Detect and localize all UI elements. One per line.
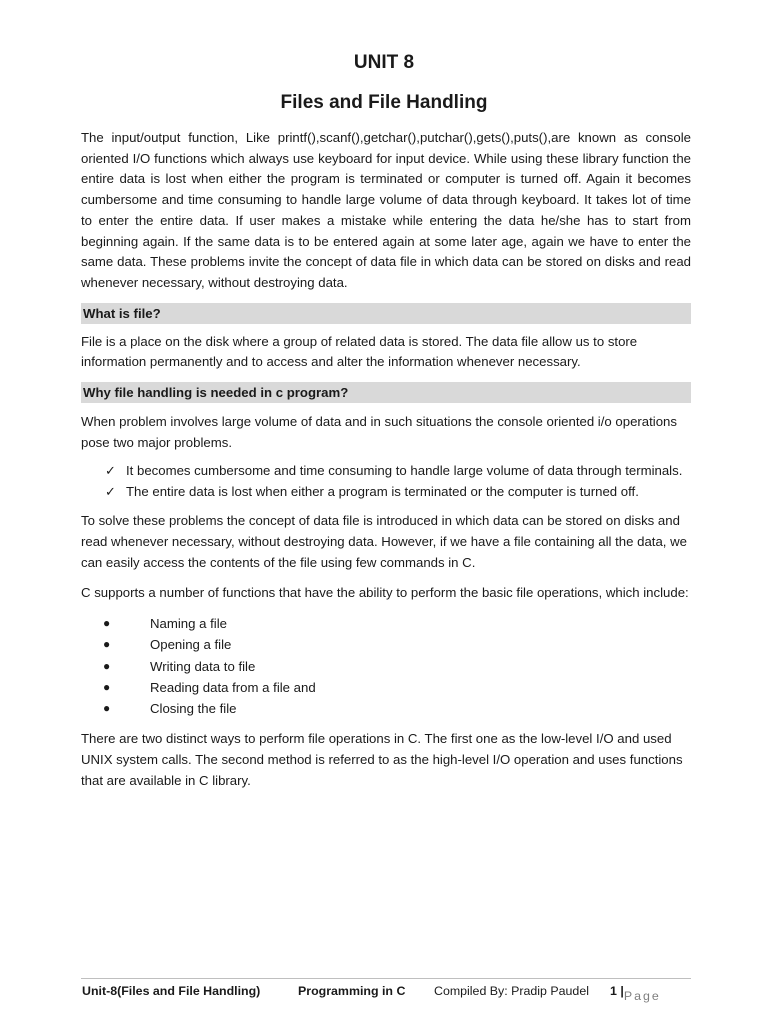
document-body bbox=[81, 128, 691, 791]
checkmark-icon: ✓ bbox=[105, 483, 117, 499]
list-item: ✓ It becomes cumbersome and time consuming to handle large volume of data through terminals. bbox=[81, 461, 691, 482]
footer-subject: Programming in C bbox=[298, 984, 406, 998]
solution-paragraph: To solve these problems the concept of data file is introduced in which data can be stored on disks and read whenever necessary, without destroying data. However, if we have a file containing all the data, we can easily access the contents of the file using few commands in C. bbox=[81, 513, 687, 570]
bullet-icon: ● bbox=[103, 679, 111, 694]
footer-unit: Unit-8(Files and File Handling) bbox=[82, 984, 261, 998]
problems-list bbox=[81, 461, 691, 502]
list-item: ✓ The entire data is lost when either a program is terminated or the computer is turned off. bbox=[81, 482, 691, 503]
bullet-icon: ● bbox=[103, 637, 111, 652]
bullet-icon: ● bbox=[103, 701, 111, 716]
functions-intro-paragraph: C supports a number of functions that have the ability to perform the basic file operations, which include: bbox=[81, 584, 689, 600]
footer-author: Compiled By: Pradip Paudel bbox=[434, 984, 589, 998]
section-heading-what-is-file: What is file? bbox=[81, 303, 691, 324]
operations-list bbox=[81, 613, 691, 719]
footer-page-number: 1 | Page bbox=[610, 984, 661, 1003]
list-item: ● Reading data from a file and bbox=[81, 677, 691, 698]
bullet-icon: ● bbox=[103, 616, 111, 631]
file-definition-paragraph: File is a place on the disk where a group of related data is stored. The data file allow us to store information permanently and to access and alter the information whenever necessary. bbox=[81, 333, 638, 370]
closing-paragraph: There are two distinct ways to perform file operations in C. The first one as the low-level I/O and used UNIX system calls. The second method is referred to as the high-level I/O operation and uses functions that are available in C library. bbox=[81, 731, 683, 788]
page-footer bbox=[81, 978, 691, 1003]
checkmark-icon: ✓ bbox=[105, 463, 117, 479]
unit-title: UNIT 8 bbox=[353, 52, 415, 73]
page-title: Files and File Handling bbox=[280, 92, 488, 113]
intro-paragraph: The input/output function, Like printf(),scanf(),getchar(),putchar(),gets(),puts(),are known as console oriented I/O functions which always use keyboard for input device. While using these library function the entire data is lost when either the program is terminated or computer is turned off. Again it becomes cumbersome and time consuming to handle large volume of data through keyboard. It takes lot of time to enter the entire data. If user makes a mistake while entering the data he/she has to start from beginning again. If the same data is to be entered again at some later age, again we have to enter the same data. These problems invite the concept of data file in which data can be stored on disks and read whenever necessary, without destroying data. bbox=[81, 130, 691, 290]
bullet-icon: ● bbox=[103, 658, 111, 673]
section-heading-why-file-handling: Why file handling is needed in c program? bbox=[81, 382, 691, 403]
list-item: ● Naming a file bbox=[81, 613, 691, 634]
list-item: ● Writing data to file bbox=[81, 656, 691, 677]
list-item: ● Closing the file bbox=[81, 698, 691, 719]
list-item: ● Opening a file bbox=[81, 634, 691, 655]
problems-paragraph: When problem involves large volume of data and in such situations the console oriented i/o operations pose two major problems. bbox=[81, 414, 677, 450]
